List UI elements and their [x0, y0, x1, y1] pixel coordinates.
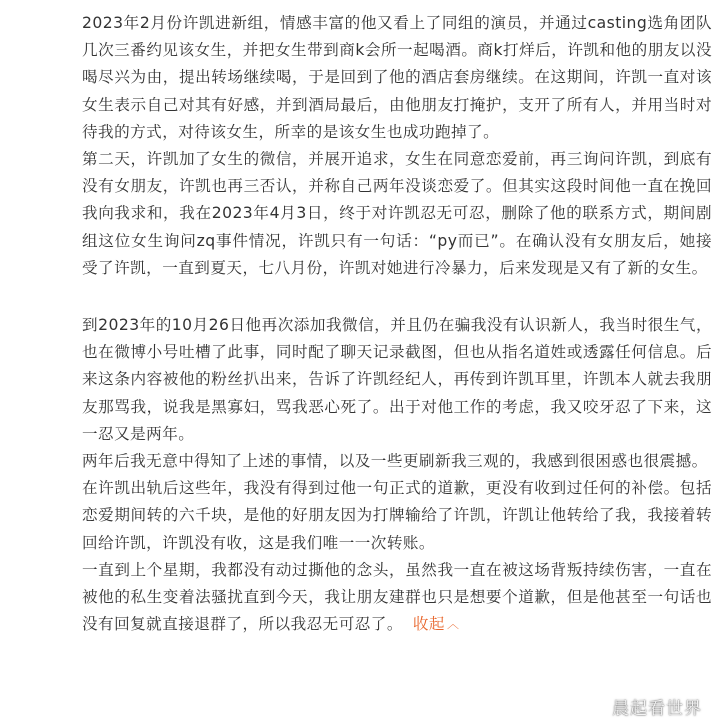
collapse-label: 收起 — [412, 615, 445, 634]
paragraph-6 — [82, 557, 712, 640]
chevron-up-icon: ︿ — [446, 617, 460, 632]
paragraph-3: 到2023年的10月26日他再次添加我微信，并且仍在骗我没有认识新人，我当时很生气，也在微博小号吐槽了此事，同时配了聊天记录截图，但也从指名道姓或透露任何信息。后来这条内容被他的粉丝扒出来，告诉了许凯经纪人，再传到许凯耳里，许凯本人就去我朋友那骂我，说我是黑寡妇，骂我恶心死了。出于对他工作的考虑，我又咬牙忍了下来，这一忍又是两年。 — [82, 316, 712, 443]
article-body — [82, 10, 712, 639]
watermark: 晨起看世界 — [612, 699, 702, 719]
paragraph-4: 两年后我无意中得知了上述的事情，以及一些更刷新我三观的，我感到很困惑也很震撼。 — [82, 452, 708, 471]
paragraph-5: 在许凯出轨后这些年，我没有得到过他一句正式的道歉，更没有收到过任何的补偿。包括恋爱期间转的六千块，是他的好朋友因为打牌输给了许凯，许凯让他转给了我，我接着转回给许凯，许凯没有收，这是我们唯一一次转账。 — [82, 479, 712, 552]
paragraph-6-text: 一直到上个星期，我都没有动过撕他的念头，虽然我一直在被这场背叛持续伤害，一直在被他的私生变着法骚扰直到今天，我让朋友建群也只是想要个道歉，但是他甚至一句话也没有回复就直接退群了，所以我忍无可忍了。 — [82, 560, 712, 634]
paragraph-spacer — [82, 282, 712, 312]
paragraph-2: 第二天，许凯加了女生的微信，并展开追求，女生在同意恋爱前，再三询问许凯，到底有没有女朋友，许凯也再三否认，并称自己两年没谈恋爱了。但其实这段时间他一直在挽回我向我求和，我在2023年4月3日，终于对许凯忍无可忍，删除了他的联系方式，期间剧组这位女生询问zq事件情况，许凯只有一句话：“py而已”。在确认没有女朋友后，她接受了许凯，一直到夏天，七八月份，许凯对她进行冷暴力，后来发现是又有了新的女生。 — [82, 150, 712, 277]
paragraph-1: 2023年2月份许凯进新组，情感丰富的他又看上了同组的演员，并通过casting选角团队几次三番约见该女生，并把女生带到商k会所一起喝酒。商k打烊后，许凯和他的朋友以没喝尽兴为由，提出转场继续喝，于是回到了他的酒店套房继续。在这期间，许凯一直对该女生表示自己对其有好感，并到酒局最后，由他朋友打掩护，支开了所有人，并用当时对待我的方式，对待该女生，所幸的是该女生也成功跑掉了。 — [82, 14, 712, 141]
collapse-button[interactable] — [413, 615, 460, 633]
